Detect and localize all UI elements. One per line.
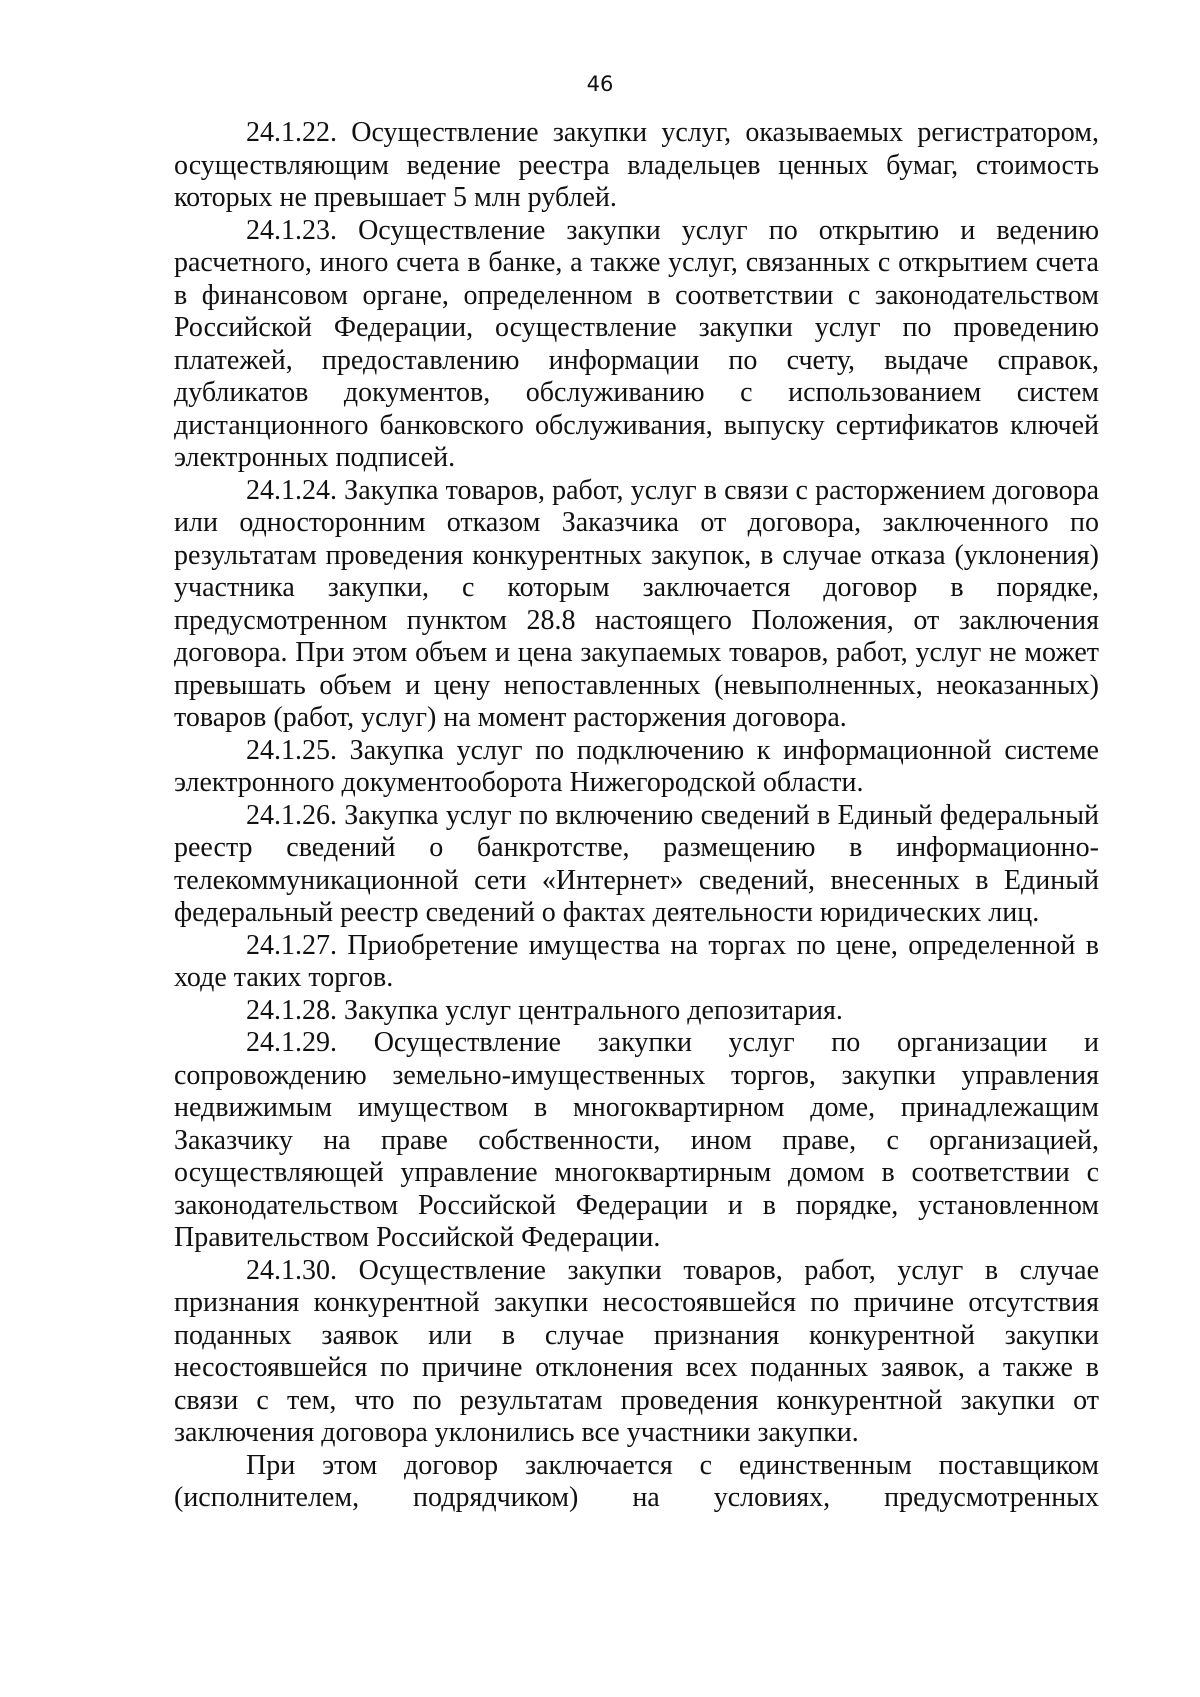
- paragraph-24-1-27: 24.1.27. Приобретение имущества на торгах по цене, определенной в ходе таких торгов.: [174, 929, 1099, 993]
- paragraph-24-1-23: 24.1.23. Осуществление закупки услуг по открытию и ведению расчетного, иного счета в банке, а также услуг, связанных с открытием счета в финансовом органе, определенном в соответствии с законодательством Российской Федерации, осуществление закупки услуг по проведению платежей, предоставлению информации по счету, выдаче справок, дубликатов документов, обслуживанию с использованием систем дистанционного банковского обслуживания, выпуску сертификатов ключей электронных подписей.: [174, 214, 1099, 473]
- paragraph-24-1-28: 24.1.28. Закупка услуг центрального депозитария.: [246, 994, 843, 1026]
- paragraph-24-1-29: 24.1.29. Осуществление закупки услуг по организации и сопровождению земельно-имущественных торгов, закупки управления недвижимым имуществом в многоквартирном доме, принадлежащим Заказчику на праве собственности, ином праве, с организацией, осуществляющей управление многоквартирным домом в соответствии с законодательством Российской Федерации и в порядке, установленном Правительством Российской Федерации.: [174, 1027, 1099, 1253]
- paragraph-24-1-25: 24.1.25. Закупка услуг по подключению к информационной системе электронного документооборота Нижегородской области.: [174, 734, 1099, 798]
- paragraph-24-1-26: 24.1.26. Закупка услуг по включению сведений в Единый федеральный реестр сведений о банкротстве, размещению в информационно-телекоммуникационной сети «Интернет» сведений, внесенных в Единый федеральный реестр сведений о фактах деятельности юридических лиц.: [174, 799, 1099, 928]
- paragraph-continuation: При этом договор заключается с единственным поставщиком (исполнителем, подрядчиком) на условиях, предусмотренных: [174, 1449, 1099, 1513]
- paragraph-24-1-30: 24.1.30. Осуществление закупки товаров, работ, услуг в случае признания конкурентной закупки несостоявшейся по причине отсутствия поданных заявок или в случае признания конкурентной закупки несостоявшейся по причине отклонения всех поданных заявок, а также в связи с тем, что по результатам проведения конкурентной закупки от заключения договора уклонились все участники закупки.: [174, 1254, 1099, 1448]
- document-body: [174, 117, 1099, 1515]
- page-number: 46: [586, 72, 614, 96]
- paragraph-24-1-22: 24.1.22. Осуществление закупки услуг, оказываемых регистратором, осуществляющим ведение реестра владельцев ценных бумаг, стоимость которых не превышает 5 млн рублей.: [174, 117, 1099, 213]
- paragraph-24-1-24: 24.1.24. Закупка товаров, работ, услуг в связи с расторжением договора или односторонним отказом Заказчика от договора, заключенного по результатам проведения конкурентных закупок, в случае отказа (уклонения) участника закупки, с которым заключается договор в порядке, предусмотренном пунктом 28.8 настоящего Положения, от заключения договора. При этом объем и цена закупаемых товаров, работ, услуг не может превышать объем и цену непоставленных (невыполненных, неоказанных) товаров (работ, услуг) на момент расторжения договора.: [174, 474, 1099, 733]
